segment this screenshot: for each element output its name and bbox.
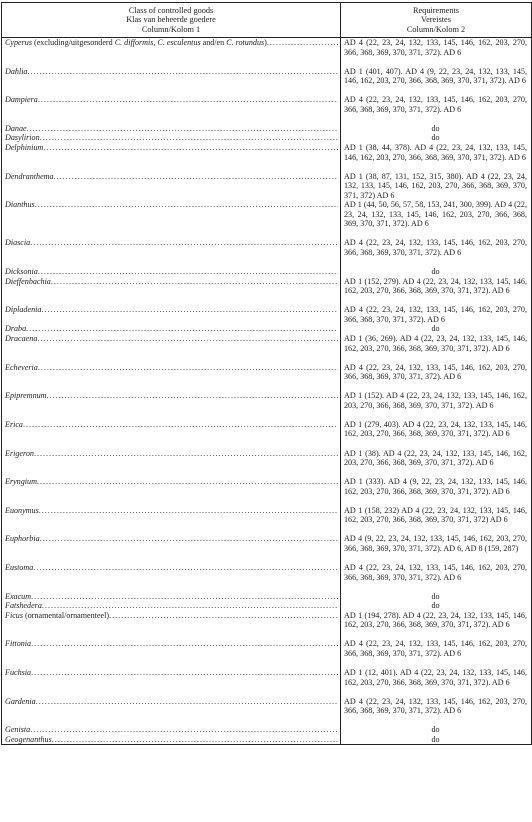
table-row — [2, 200, 532, 238]
table-row — [2, 124, 532, 134]
table-row — [2, 67, 532, 96]
requirements-cell: AD 1 (194, 278). AD 4 (22, 23, 24, 132, 133, 145, 146, 162, 203, 270, 366, 368, 369, 370, 371, 372). AD 6 — [341, 611, 532, 640]
table-row — [2, 592, 532, 602]
table-row — [2, 639, 532, 668]
dot-leader — [52, 735, 338, 745]
genus-name: Dendranthema — [5, 171, 54, 181]
genus-name: Erigeron — [5, 448, 34, 458]
genus-name: Dieffenbachia — [5, 276, 51, 286]
requirements-cell: AD 1 (36, 269). AD 4 (22, 23, 24, 132, 133, 145, 146, 162, 203, 270, 366, 368, 369, 370, 371, 372). AD 6 — [341, 334, 532, 363]
table-row — [2, 611, 532, 640]
goods-class-cell — [2, 420, 341, 449]
column-1-title-en: Class of controlled goods — [128, 5, 214, 15]
genus-name: Diascia — [5, 238, 31, 248]
dot-leader — [30, 725, 338, 735]
goods-class-cell — [2, 639, 341, 668]
table-row — [2, 305, 532, 324]
requirements-cell: do — [341, 725, 532, 735]
genus-name: Euonymus — [5, 505, 39, 515]
table-row — [2, 172, 532, 201]
genus-qualifier: (excluding/uitgesonderd — [31, 38, 115, 47]
dot-leader — [30, 238, 338, 248]
genus-name: Gardenia — [5, 696, 36, 706]
requirements-cell: do — [341, 601, 532, 611]
excluded-species: C. difformis, C. esculentus — [114, 38, 201, 47]
genus-name: Dianthus — [5, 200, 35, 210]
dot-leader — [43, 143, 338, 153]
goods-class-cell — [2, 391, 341, 420]
goods-class-cell — [2, 534, 341, 563]
table-row — [2, 133, 532, 143]
column-1-header — [2, 3, 341, 38]
goods-class-cell — [2, 601, 341, 611]
table-row — [2, 477, 532, 506]
qualifier-conjunction: and/en — [200, 38, 227, 47]
requirements-cell: do — [341, 124, 532, 134]
genus-name: Eustoma — [5, 563, 34, 573]
goods-class-cell — [2, 324, 341, 334]
dot-leader — [109, 611, 338, 621]
column-2-title-en: Requirements — [412, 5, 460, 15]
requirements-cell: AD 4 (9, 22, 23, 24, 132, 133, 145, 146, 162, 203, 270, 366, 368, 369, 370, 371, 372). AD 6, AD 8 (159, 287) — [341, 534, 532, 563]
table-body — [2, 38, 532, 745]
goods-class-cell — [2, 95, 341, 124]
table-row — [2, 697, 532, 726]
dot-leader — [40, 534, 338, 544]
genus-name: Dasylirion — [5, 133, 40, 143]
genus-name: Fuchsia — [5, 668, 32, 678]
dot-leader — [26, 324, 338, 334]
dot-leader — [267, 38, 338, 48]
table-row — [2, 38, 532, 67]
table-header — [2, 3, 532, 38]
genus-name: Fatshedera — [5, 601, 42, 611]
dot-leader — [33, 563, 338, 573]
genus-name: Delphinium — [5, 143, 44, 153]
qualifier-close: ) — [264, 38, 267, 47]
requirements-cell: do — [341, 133, 532, 143]
dot-leader — [47, 391, 338, 401]
goods-class-cell — [2, 143, 341, 172]
table-row — [2, 391, 532, 420]
goods-class-cell — [2, 592, 341, 602]
requirements-cell: AD 1 (152, 279). AD 4 (22, 23, 24, 132, 133, 145, 146, 162, 203, 270, 366, 368, 369, 370, 371, 372). AD 6 — [341, 277, 532, 306]
genus-name: Fittonia — [5, 639, 32, 649]
genus-name: Danae — [5, 123, 27, 133]
goods-class-cell — [2, 735, 341, 745]
requirements-cell: AD 1 (38). AD 4 (22, 23, 24, 132, 133, 145, 146, 162, 203, 270, 366, 368, 369, 370, 371, 372). AD 6 — [341, 449, 532, 478]
table-row — [2, 668, 532, 697]
requirements-cell: AD 4 (22, 23, 24, 132, 133, 145, 146, 162, 203, 270, 366, 368, 369, 370, 371, 372). AD 6 — [341, 363, 532, 392]
requirements-cell: AD 4 (22, 23, 24, 132, 133, 145, 146, 162, 203, 270, 366, 368, 369, 370, 371, 372). AD 6 — [341, 95, 532, 124]
goods-class-cell — [2, 238, 341, 267]
requirements-cell: AD 1 (279, 403). AD 4 (22, 23, 24, 132, 133, 145, 146, 162, 203, 270, 366, 368, 369, 370, 371, 372). AD 6 — [341, 420, 532, 449]
requirements-cell: AD 1 (38, 44, 378). AD 4 (22, 23, 24, 132, 133, 145, 146, 162, 203, 270, 366, 368, 369, 370, 371, 372). AD 6 — [341, 143, 532, 172]
table-row — [2, 363, 532, 392]
genus-name: Genista — [5, 725, 31, 735]
genus-name: Dicksonia — [5, 267, 38, 277]
genus-name: Euphorbia — [5, 534, 40, 544]
goods-class-cell — [2, 67, 341, 96]
goods-class-cell — [2, 172, 341, 201]
dot-leader — [37, 477, 338, 487]
goods-class-cell — [2, 477, 341, 506]
goods-class-cell — [2, 38, 341, 67]
genus-name: Exacum — [5, 591, 32, 601]
requirements-cell: AD 1 (38, 87, 131, 152, 315, 380). AD 4 (22, 23, 24, 132, 133, 145, 146, 162, 203, 270, 366, 368, 369, 370, 371, 372) AD 6 — [341, 172, 532, 201]
genus-name: Eryngium — [5, 477, 37, 487]
table-row — [2, 735, 532, 745]
requirements-cell: do — [341, 267, 532, 277]
dot-leader — [41, 305, 338, 315]
dot-leader — [37, 334, 338, 344]
dot-leader — [35, 200, 338, 210]
column-1-number: Column/Kolom 1 — [141, 24, 201, 34]
dot-leader — [27, 124, 338, 134]
goods-class-cell — [2, 277, 341, 306]
table-row — [2, 601, 532, 611]
genus-qualifier: (ornamental/ornamenteel) — [22, 610, 110, 620]
goods-class-cell — [2, 133, 341, 143]
requirements-cell: AD 4 (22, 23, 24, 132, 133, 145, 146, 162, 203, 270, 366, 368, 369, 370, 371, 372). AD 6 — [341, 639, 532, 668]
genus-name: Epipremnum — [5, 391, 47, 401]
requirements-cell: AD 1 (401, 407). AD 4 (9, 22, 23, 24, 132, 133, 145, 146, 162, 203, 270, 366, 368, 369, 370, 371, 372). AD 6 — [341, 67, 532, 96]
goods-class-cell — [2, 200, 341, 238]
table-row — [2, 563, 532, 592]
goods-class-cell — [2, 563, 341, 592]
document-page — [1, 2, 531, 820]
dot-leader — [38, 95, 338, 105]
dot-leader — [27, 67, 338, 77]
table-row — [2, 238, 532, 267]
goods-class-cell — [2, 506, 341, 535]
requirements-cell: AD 1 (152). AD 4 (22, 23, 24, 132, 133, 145, 146, 162, 203, 270, 366, 368, 369, 370, 371, 372). AD 6 — [341, 391, 532, 420]
genus-name: Dracaena — [5, 333, 38, 343]
excluded-species: C. rotundus — [226, 38, 265, 47]
table-row — [2, 420, 532, 449]
goods-class-cell — [2, 334, 341, 363]
requirements-cell: AD 4 (22, 23, 24, 132, 133, 145, 146, 162, 203, 270, 366, 368, 369, 370, 371, 372). AD 6 — [341, 238, 532, 267]
goods-class-cell — [2, 449, 341, 478]
table-row — [2, 506, 532, 535]
controlled-goods-table — [1, 2, 532, 745]
dot-leader — [36, 697, 338, 707]
goods-class-cell — [2, 725, 341, 735]
dot-leader — [38, 363, 338, 373]
dot-leader — [31, 592, 338, 602]
goods-class-cell — [2, 697, 341, 726]
requirements-cell: do — [341, 324, 532, 334]
requirements-cell: do — [341, 735, 532, 745]
genus-name: Geogenanthus — [5, 734, 52, 744]
table-row — [2, 449, 532, 478]
goods-class-cell — [2, 124, 341, 134]
table-row — [2, 267, 532, 277]
requirements-cell: do — [341, 592, 532, 602]
dot-leader — [38, 267, 338, 277]
table-row — [2, 143, 532, 172]
column-1-title-af: Klas van beheerde goedere — [126, 15, 216, 25]
dot-leader — [23, 420, 338, 430]
goods-class-cell — [2, 668, 341, 697]
dot-leader — [40, 133, 338, 143]
table-row — [2, 277, 532, 306]
table-row — [2, 334, 532, 363]
dot-leader — [39, 506, 338, 516]
table-row — [2, 725, 532, 735]
dot-leader — [31, 639, 338, 649]
goods-class-cell — [2, 363, 341, 392]
dot-leader — [54, 172, 338, 182]
dot-leader — [51, 277, 338, 287]
genus-name: Ficus — [5, 610, 23, 620]
table-row — [2, 324, 532, 334]
requirements-cell: AD 1 (333). AD 4 (9, 22, 23, 24, 132, 133, 145, 146, 162, 203, 270, 366, 368, 369, 370, 371, 372). AD 6 — [341, 477, 532, 506]
dot-leader — [31, 668, 338, 678]
requirements-cell: AD 4 (22, 23, 24, 132, 133, 145, 146, 162, 203, 270, 366, 368, 369, 370, 371, 372). AD 6 — [341, 38, 532, 67]
requirements-cell: AD 4 (22, 23, 24, 132, 133, 145, 146, 162, 203, 270, 366, 368, 369, 370, 371, 372). AD 6 — [341, 697, 532, 726]
dot-leader — [42, 601, 338, 611]
genus-name: Cyperus — [5, 38, 32, 47]
requirements-cell: AD 4 (22, 23, 24, 132, 133, 145, 146, 162, 203, 270, 366, 368, 370, 371, 372). AD 6 — [341, 305, 532, 324]
goods-class-cell — [2, 267, 341, 277]
goods-class-cell — [2, 611, 341, 640]
genus-name: Draba — [5, 324, 27, 334]
genus-name: Erica — [5, 419, 23, 429]
goods-class-cell — [2, 305, 341, 324]
genus-name: Echeveria — [5, 362, 38, 372]
requirements-cell: AD 1 (12, 401). AD 4 (22, 23, 24, 132, 133, 145, 146, 162, 203, 270, 366, 368, 369, 370, 371, 372). AD 6 — [341, 668, 532, 697]
column-2-number: Column/Kolom 2 — [406, 24, 466, 34]
requirements-cell: AD 1 (158, 232) AD 4 (22, 23, 24, 132, 133, 145, 146, 162, 203, 270, 366, 368, 369, 370, 371, 372) AD 6 — [341, 506, 532, 535]
column-2-title-af: Vereistes — [421, 15, 451, 25]
requirements-cell: AD 4 (22, 23, 24, 132, 133, 145, 146, 162, 203, 270, 366, 368, 369, 370, 371, 372). AD 6 — [341, 563, 532, 592]
column-2-header — [341, 3, 532, 38]
dot-leader — [34, 449, 338, 459]
table-row — [2, 534, 532, 563]
genus-name: Dahlia — [5, 66, 28, 76]
table-row — [2, 95, 532, 124]
genus-name: Dipladenia — [5, 305, 42, 315]
requirements-cell: AD 1 (44, 50, 56, 57, 58, 153, 241, 300, 399). AD 4 (22, 23, 24, 132, 133, 145, 146, 162, 203, 270, 366, 368, 369, 370, 371, 372). AD 6 — [341, 200, 532, 238]
genus-name: Dampiera — [5, 95, 38, 105]
